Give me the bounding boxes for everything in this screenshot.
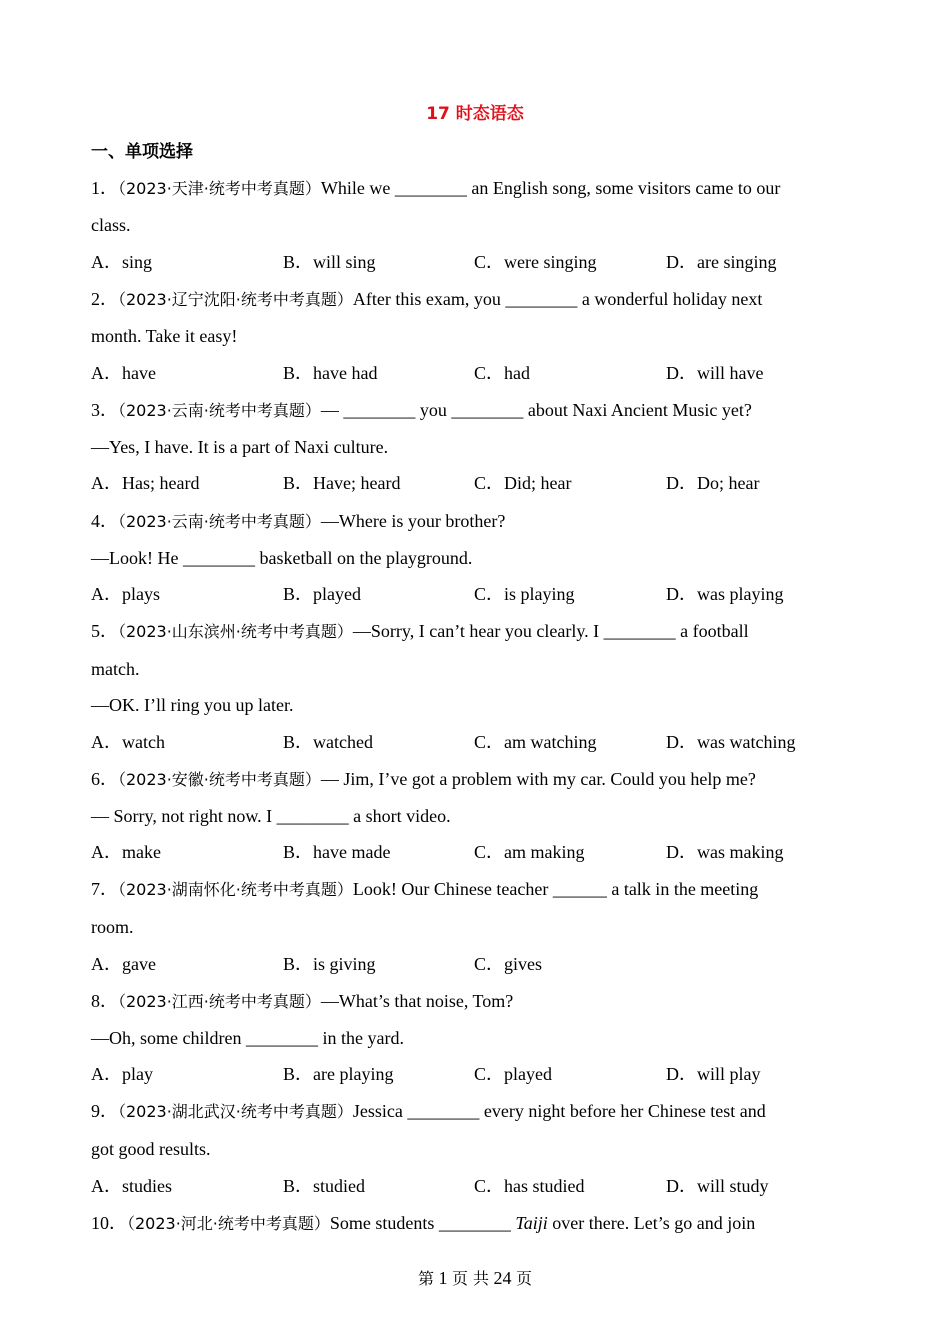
question-text-continued: —Look! He ________ basketball on the playground. (91, 548, 473, 568)
option-d: D．will play (666, 1064, 761, 1084)
question-text: After this exam, you ________ a wonderful holiday next (352, 289, 763, 309)
option-a: A．play (91, 1064, 153, 1084)
option-c: C．had (474, 363, 530, 383)
question-source: （2023·湖北武汉·统考中考真题） (118, 1102, 353, 1121)
question-text-continued: —Yes, I have. It is a part of Naxi culture. (91, 437, 389, 457)
question-number: 8． (91, 991, 118, 1011)
question-text: — ________ you ________ about Naxi Ancient Music yet? (320, 400, 752, 420)
question-text: —Sorry, I can’t hear you clearly. I ________ a football (352, 621, 749, 641)
option-d: D．was playing (666, 584, 784, 604)
option-a: A．plays (91, 584, 160, 604)
footer-prefix: 第 (417, 1269, 434, 1288)
question-number: 9． (91, 1101, 118, 1121)
question-text-continued: —OK. I’ll ring you up later. (91, 695, 294, 715)
question-number: 5． (91, 621, 118, 641)
question-source: （2023·江西·统考中考真题） (118, 992, 321, 1011)
question-text: over there. Let’s go and join (547, 1213, 756, 1233)
question-10 (91, 1211, 871, 1236)
question-number: 3． (91, 400, 118, 420)
question-text: Jessica ________ every night before her Chinese test and (352, 1101, 766, 1121)
option-d: D．was making (666, 842, 784, 862)
question-text: —Where is your brother? (320, 511, 506, 531)
option-a: A．watch (91, 732, 165, 752)
option-a: A．studies (91, 1176, 172, 1196)
footer-total-pages: 24 (493, 1268, 512, 1288)
option-c: C．gives (474, 954, 543, 974)
option-b: B．played (283, 584, 361, 604)
option-c: C．is playing (474, 584, 575, 604)
question-text: While we ________ an English song, some visitors came to our (320, 178, 781, 198)
question-source: （2023·天津·统考中考真题） (118, 179, 321, 198)
question-text: —What’s that noise, Tom? (320, 991, 514, 1011)
option-a: A．have (91, 363, 156, 383)
question-9 (91, 1099, 871, 1124)
question-text: Look! Our Chinese teacher ______ a talk in the meeting (352, 879, 759, 899)
question-2 (91, 287, 871, 312)
question-text: — Jim, I’ve got a problem with my car. Could you help me? (320, 769, 756, 789)
question-source: （2023·云南·统考中考真题） (118, 401, 321, 420)
option-b: B．studied (283, 1176, 366, 1196)
question-3 (91, 398, 871, 423)
question-text: Some students ________ (329, 1213, 516, 1233)
footer-suffix: 页 (516, 1269, 533, 1288)
question-text-continued: match. (91, 659, 140, 679)
option-c: C．played (474, 1064, 552, 1084)
question-source: （2023·辽宁沈阳·统考中考真题） (118, 290, 353, 309)
option-b: B．Have; heard (283, 473, 401, 493)
option-c: C．were singing (474, 252, 597, 272)
option-c: C．am watching (474, 732, 597, 752)
question-6 (91, 767, 871, 792)
option-b: B．have made (283, 842, 391, 862)
option-b: B．will sing (283, 252, 376, 272)
option-a: A．Has; heard (91, 473, 200, 493)
question-text-continued: got good results. (91, 1139, 211, 1159)
question-text-continued: —Oh, some children ________ in the yard. (91, 1028, 404, 1048)
question-text-continued: month. Take it easy! (91, 326, 238, 346)
option-b: B．watched (283, 732, 373, 752)
footer-mid: 页 共 (451, 1269, 490, 1288)
question-text-continued: — Sorry, not right now. I ________ a short video. (91, 806, 451, 826)
question-1 (91, 176, 871, 201)
question-source: （2023·湖南怀化·统考中考真题） (118, 880, 353, 899)
option-d: D．Do; hear (666, 473, 760, 493)
question-number: 4． (91, 511, 118, 531)
page-footer (0, 1266, 950, 1291)
option-c: C．am making (474, 842, 585, 862)
option-d: D．are singing (666, 252, 777, 272)
question-source: （2023·云南·统考中考真题） (118, 512, 321, 531)
option-d: D．will study (666, 1176, 769, 1196)
option-b: B．are playing (283, 1064, 394, 1084)
question-8 (91, 989, 871, 1014)
option-a: A．gave (91, 954, 156, 974)
question-source: （2023·安徽·统考中考真题） (118, 770, 321, 789)
option-b: B．is giving (283, 954, 376, 974)
question-7 (91, 877, 871, 902)
option-c: C．has studied (474, 1176, 585, 1196)
question-source: （2023·河北·统考中考真题） (127, 1214, 330, 1233)
option-d: D．will have (666, 363, 764, 383)
footer-page-number: 1 (438, 1268, 448, 1288)
option-a: A．sing (91, 252, 153, 272)
question-source: （2023·山东滨州·统考中考真题） (118, 622, 353, 641)
option-d: D．was watching (666, 732, 796, 752)
option-c: C．Did; hear (474, 473, 572, 493)
document-title: 17 时态语态 (426, 104, 524, 124)
question-text-continued: room. (91, 917, 134, 937)
question-text-italic: Taiji (515, 1213, 548, 1233)
question-5 (91, 619, 871, 644)
question-number: 7． (91, 879, 118, 899)
option-b: B．have had (283, 363, 378, 383)
question-number: 2． (91, 289, 118, 309)
option-a: A．make (91, 842, 161, 862)
question-number: 10． (91, 1213, 127, 1233)
section-heading: 一、单项选择 (91, 142, 193, 162)
question-text-continued: class. (91, 215, 131, 235)
question-4 (91, 509, 871, 534)
question-number: 6． (91, 769, 118, 789)
question-number: 1． (91, 178, 118, 198)
